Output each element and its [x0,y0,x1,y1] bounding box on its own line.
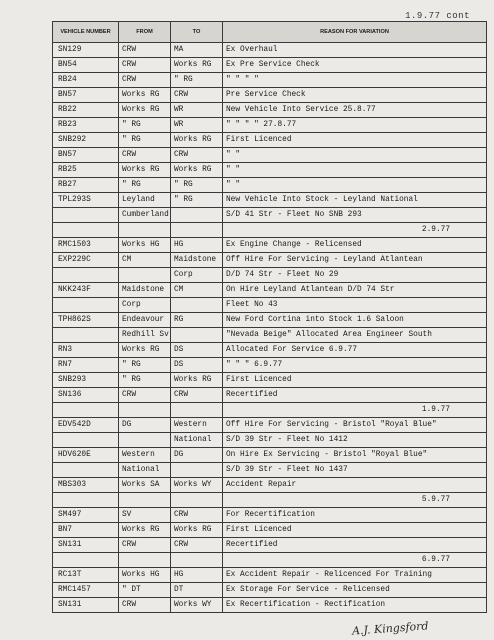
empty-cell [53,223,119,238]
ledger-row [53,358,487,373]
empty-cell [171,223,223,238]
from-cell: CRW [119,538,171,553]
reason-cell: First Licenced [223,523,487,538]
ledger-row [53,523,487,538]
vehicle-number-cell: RB27 [53,178,119,193]
to-cell: RG [171,313,223,328]
date-separator-row [53,223,487,238]
reason-cell: First Licenced [223,373,487,388]
header-row [53,22,487,43]
reason-cell: For Recertification [223,508,487,523]
ledger-row [53,448,487,463]
ledger-row [53,538,487,553]
vehicle-number-cell: EXP229C [53,253,119,268]
from-cell: CM [119,253,171,268]
ledger-row [53,508,487,523]
from-cell: CRW [119,148,171,163]
ledger-row [53,583,487,598]
from-cell: " RG [119,373,171,388]
date-separator-row [53,493,487,508]
to-cell [171,298,223,313]
vehicle-number-cell: SM497 [53,508,119,523]
ledger-row [53,478,487,493]
from-cell: " RG [119,178,171,193]
vehicle-number-cell: SNB292 [53,133,119,148]
ledger-row [53,238,487,253]
to-cell [171,208,223,223]
ledger-row [53,313,487,328]
date-separator-row [53,553,487,568]
from-cell: Works RG [119,523,171,538]
from-cell: " RG [119,358,171,373]
date-separator: 6.9.77 [223,553,487,568]
to-cell: WR [171,118,223,133]
empty-cell [171,553,223,568]
reason-cell: Accident Repair [223,478,487,493]
variation-ledger-table [52,21,487,613]
from-cell: Corp [119,298,171,313]
reason-cell: On Hire Ex Servicing - Bristol "Royal Blue" [223,448,487,463]
ledger-row [53,43,487,58]
date-separator: 2.9.77 [223,223,487,238]
empty-cell [119,223,171,238]
from-cell: Works HG [119,238,171,253]
to-cell: Western [171,418,223,433]
ledger-row [53,73,487,88]
ledger-row [53,568,487,583]
from-cell [119,433,171,448]
to-cell: Works RG [171,58,223,73]
reason-cell: Recertified [223,538,487,553]
to-cell: Works RG [171,163,223,178]
empty-cell [53,403,119,418]
to-cell [171,463,223,478]
reason-cell: Off Hire For Servicing - Bristol "Royal Blue" [223,418,487,433]
vehicle-number-cell: MBS303 [53,478,119,493]
reason-cell: " " " " [223,73,487,88]
to-cell: Works RG [171,133,223,148]
from-cell: Works RG [119,103,171,118]
reason-cell: S/D 39 Str - Fleet No 1437 [223,463,487,478]
signature: A.J. Kingsford [351,619,429,638]
empty-cell [53,493,119,508]
ledger-row [53,148,487,163]
vehicle-number-cell [53,298,119,313]
empty-cell [119,553,171,568]
reason-cell: Recertified [223,388,487,403]
to-cell: Maidstone [171,253,223,268]
reason-cell: Pre Service Check [223,88,487,103]
vehicle-number-cell: SN129 [53,43,119,58]
reason-cell: Fleet No 43 [223,298,487,313]
vehicle-number-cell: RB24 [53,73,119,88]
ledger-row [53,193,487,208]
reason-cell: New Vehicle Into Stock - Leyland National [223,193,487,208]
to-cell: MA [171,43,223,58]
empty-cell [171,403,223,418]
empty-cell [119,493,171,508]
to-cell: " RG [171,193,223,208]
vehicle-number-cell: BN57 [53,88,119,103]
ledger-row [53,418,487,433]
to-cell: CRW [171,148,223,163]
ledger-row [53,118,487,133]
from-cell: " DT [119,583,171,598]
column-header-from: FROM [119,22,171,43]
vehicle-number-cell: BN7 [53,523,119,538]
column-header-to: TO [171,22,223,43]
ledger-row [53,343,487,358]
vehicle-number-cell: RC13T [53,568,119,583]
from-cell: CRW [119,43,171,58]
ledger-row [53,58,487,73]
ledger-row [53,328,487,343]
to-cell: DG [171,448,223,463]
vehicle-number-cell: SN131 [53,538,119,553]
page-date: 1.9.77 cont [405,11,470,21]
to-cell: " RG [171,73,223,88]
from-cell: Works SA [119,478,171,493]
empty-cell [53,553,119,568]
vehicle-number-cell: SN131 [53,598,119,613]
from-cell: Works HG [119,568,171,583]
vehicle-number-cell: RMC1503 [53,238,119,253]
vehicle-number-cell: RB22 [53,103,119,118]
vehicle-number-cell [53,208,119,223]
empty-cell [171,493,223,508]
ledger-row [53,163,487,178]
to-cell: " RG [171,178,223,193]
to-cell: HG [171,238,223,253]
vehicle-number-cell: EDV542D [53,418,119,433]
vehicle-number-cell: RB25 [53,163,119,178]
vehicle-number-cell: SN136 [53,388,119,403]
from-cell: National [119,463,171,478]
reason-cell: " " " 6.9.77 [223,358,487,373]
vehicle-number-cell: TPL293S [53,193,119,208]
reason-cell: Allocated For Service 6.9.77 [223,343,487,358]
vehicle-number-cell: HDV620E [53,448,119,463]
reason-cell: Ex Pre Service Check [223,58,487,73]
vehicle-number-cell: SNB293 [53,373,119,388]
ledger-row [53,178,487,193]
from-cell: SV [119,508,171,523]
to-cell: DS [171,343,223,358]
ledger-row [53,298,487,313]
ledger-row [53,268,487,283]
from-cell: " RG [119,118,171,133]
vehicle-number-cell: RB23 [53,118,119,133]
vehicle-number-cell [53,328,119,343]
reason-cell: Ex Engine Change - Relicensed [223,238,487,253]
to-cell: CRW [171,88,223,103]
vehicle-number-cell: TPH862S [53,313,119,328]
reason-cell: Ex Storage For Service - Relicensed [223,583,487,598]
from-cell: Works RG [119,343,171,358]
to-cell: National [171,433,223,448]
to-cell: CRW [171,538,223,553]
from-cell: Maidstone [119,283,171,298]
vehicle-number-cell: RMC1457 [53,583,119,598]
from-cell: Leyland [119,193,171,208]
vehicle-number-cell [53,433,119,448]
from-cell: Endeavour [119,313,171,328]
to-cell [171,328,223,343]
vehicle-number-cell: BN57 [53,148,119,163]
date-separator: 1.9.77 [223,403,487,418]
ledger-row [53,133,487,148]
from-cell: Works RG [119,163,171,178]
ledger-row [53,88,487,103]
reason-cell: New Vehicle Into Service 25.8.77 [223,103,487,118]
ledger-row [53,598,487,613]
from-cell: " RG [119,133,171,148]
to-cell: CRW [171,388,223,403]
ledger-row [53,388,487,403]
to-cell: Works WY [171,478,223,493]
reason-cell: " " [223,178,487,193]
from-cell: Works RG [119,88,171,103]
to-cell: DS [171,358,223,373]
reason-cell: "Nevada Beige" Allocated Area Engineer South [223,328,487,343]
from-cell [119,268,171,283]
reason-cell: New Ford Cortina into Stock 1.6 Saloon [223,313,487,328]
reason-cell: " " [223,163,487,178]
from-cell: DG [119,418,171,433]
to-cell: DT [171,583,223,598]
vehicle-number-cell [53,463,119,478]
ledger-row [53,433,487,448]
reason-cell: Ex Accident Repair - Relicenced For Training [223,568,487,583]
ledger-row [53,463,487,478]
ledger-row [53,253,487,268]
vehicle-number-cell [53,268,119,283]
vehicle-number-cell: NKK243F [53,283,119,298]
reason-cell: First Licenced [223,133,487,148]
to-cell: CRW [171,508,223,523]
from-cell: Western [119,448,171,463]
reason-cell: " " " " 27.8.77 [223,118,487,133]
to-cell: Works WY [171,598,223,613]
vehicle-number-cell: RN7 [53,358,119,373]
vehicle-number-cell: BN54 [53,58,119,73]
reason-cell: S/D 41 Str - Fleet No SNB 293 [223,208,487,223]
to-cell: HG [171,568,223,583]
column-header-reason: REASON FOR VARIATION [223,22,487,43]
from-cell: CRW [119,598,171,613]
ledger-body [53,43,487,613]
reason-cell: Ex Overhaul [223,43,487,58]
ledger-row [53,208,487,223]
reason-cell: D/D 74 Str - Fleet No 29 [223,268,487,283]
reason-cell: Ex Recertification - Rectification [223,598,487,613]
to-cell: Works RG [171,373,223,388]
empty-cell [119,403,171,418]
from-cell: CRW [119,73,171,88]
to-cell: Works RG [171,523,223,538]
date-separator: 5.9.77 [223,493,487,508]
from-cell: Redhill Sv [119,328,171,343]
from-cell: Cumberland [119,208,171,223]
ledger-row [53,373,487,388]
reason-cell: " " [223,148,487,163]
to-cell: Corp [171,268,223,283]
column-header-vehicle: VEHICLE NUMBER [53,22,119,43]
ledger-row [53,283,487,298]
to-cell: WR [171,103,223,118]
reason-cell: Off Hire For Servicing - Leyland Atlantean [223,253,487,268]
from-cell: CRW [119,388,171,403]
from-cell: CRW [119,58,171,73]
to-cell: CM [171,283,223,298]
vehicle-number-cell: RN3 [53,343,119,358]
date-separator-row [53,403,487,418]
reason-cell: On Hire Leyland Atlantean D/D 74 Str [223,283,487,298]
ledger-row [53,103,487,118]
reason-cell: S/D 39 Str - Fleet No 1412 [223,433,487,448]
